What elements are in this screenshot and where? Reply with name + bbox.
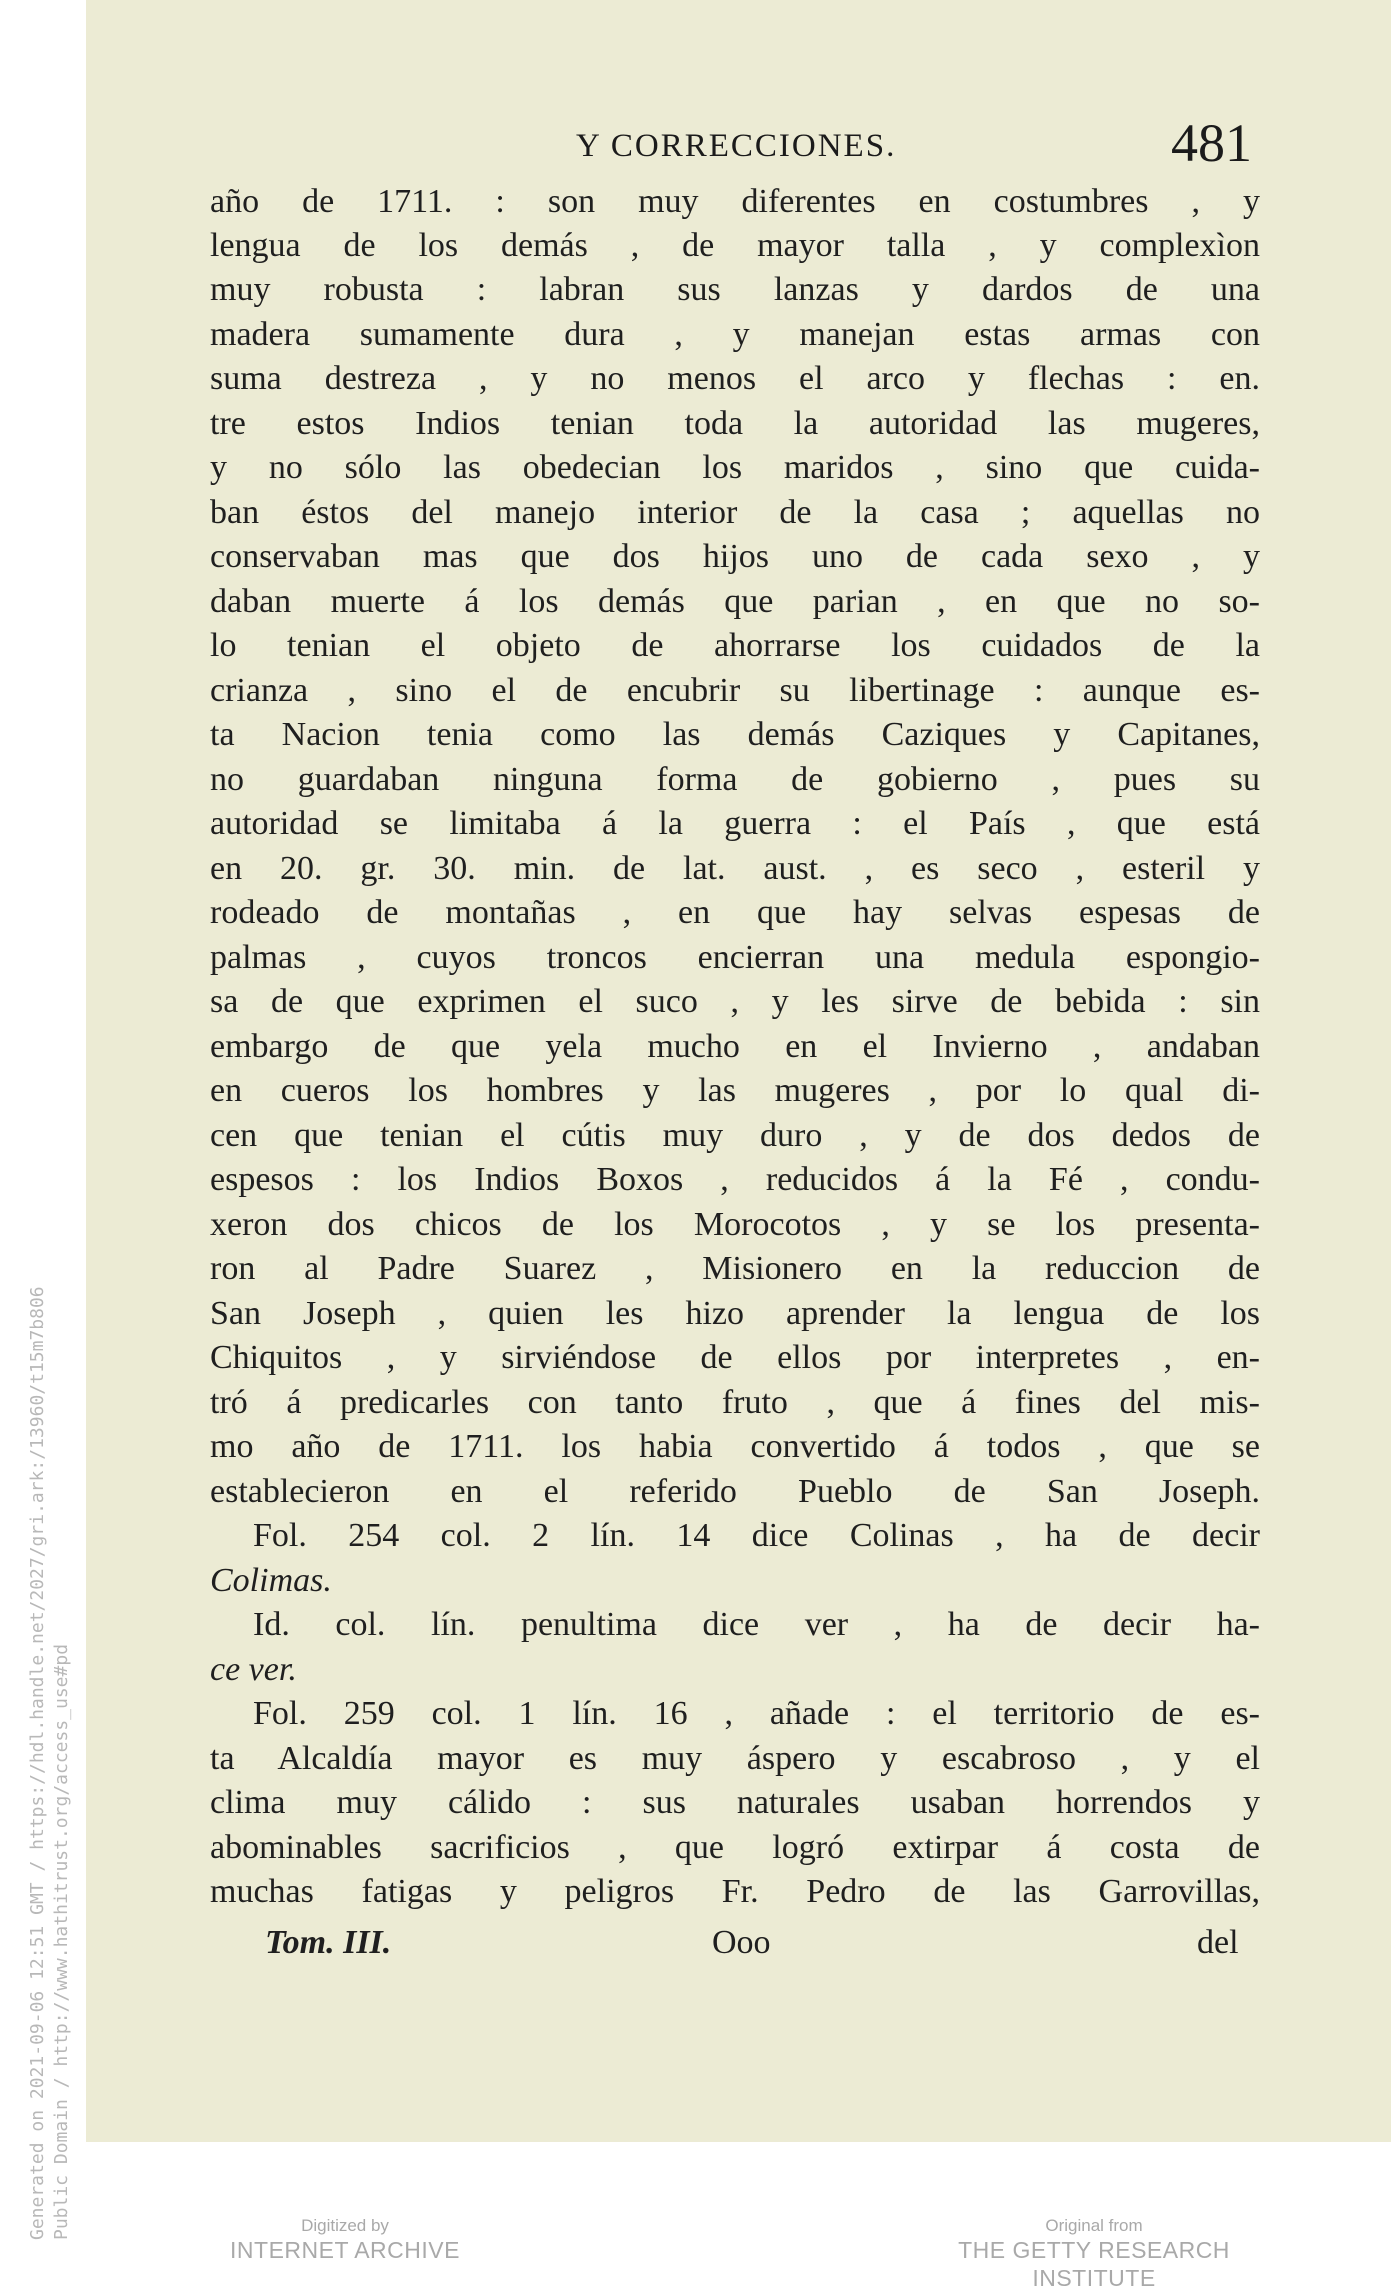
text-line: año de 1711. : son muy diferentes en costumbres , y: [210, 183, 1260, 220]
text-line: suma destreza , y no menos el arco y flechas : en.: [210, 360, 1260, 397]
text-line: ban éstos del manejo interior de la casa ; aquellas no: [210, 494, 1260, 531]
text-line: cen que tenian el cútis muy duro , y de dos dedos de: [210, 1117, 1260, 1154]
text-line: Fol. 254 col. 2 lín. 14 dice Colinas , ha de decir: [253, 1517, 1260, 1554]
digitized-by-credit: [180, 2216, 510, 2264]
text-line: Colimas.: [210, 1562, 332, 1599]
credit-org: INTERNET ARCHIVE: [230, 2237, 460, 2263]
watermark-line: Public Domain / http://www.hathitrust.org/access_use#pd: [51, 1643, 72, 2240]
text-line: palmas , cuyos troncos encierran una medula espongio-: [210, 939, 1260, 976]
text-line: tró á predicarles con tanto fruto , que á fines del mis-: [210, 1384, 1260, 1421]
text-line: muy robusta : labran sus lanzas y dardos de una: [210, 271, 1260, 308]
credit-caption: Original from: [1045, 2216, 1143, 2235]
text-line: en 20. gr. 30. min. de lat. aust. , es seco , esteril y: [210, 850, 1260, 887]
text-line: ta Nacion tenia como las demás Caziques y Capitanes,: [210, 716, 1260, 753]
text-line: establecieron en el referido Pueblo de San Joseph.: [210, 1473, 1260, 1510]
text-line: autoridad se limitaba á la guerra : el País , que está: [210, 805, 1260, 842]
text-line: espesos : los Indios Boxos , reducidos á la Fé , condu-: [210, 1161, 1260, 1198]
signature-mark: Ooo: [712, 1924, 771, 1961]
text-line: madera sumamente dura , y manejan estas armas con: [210, 316, 1260, 353]
text-line: crianza , sino el de encubrir su libertinage : aunque es-: [210, 672, 1260, 709]
text-line: xeron dos chicos de los Morocotos , y se los presenta-: [210, 1206, 1260, 1243]
text-line: no guardaban ninguna forma de gobierno , pues su: [210, 761, 1260, 798]
volume-label: Tom. III.: [265, 1924, 392, 1961]
catchword: del: [1197, 1924, 1239, 1961]
text-line: daban muerte á los demás que parian , en que no so-: [210, 583, 1260, 620]
text-line: ta Alcaldía mayor es muy áspero y escabroso , y el: [210, 1740, 1260, 1777]
text-line: lengua de los demás , de mayor talla , y complexìon: [210, 227, 1260, 264]
text-line: Id. col. lín. penultima dice ver , ha de decir ha-: [253, 1606, 1260, 1643]
text-line: embargo de que yela mucho en el Invierno , andaban: [210, 1028, 1260, 1065]
text-line: y no sólo las obedecian los maridos , sino que cuida-: [210, 449, 1260, 486]
text-line: San Joseph , quien les hizo aprender la lengua de los: [210, 1295, 1260, 1332]
text-line: ron al Padre Suarez , Misionero en la reduccion de: [210, 1250, 1260, 1287]
text-line: Chiquitos , y sirviéndose de ellos por interpretes , en-: [210, 1339, 1260, 1376]
text-line: mo año de 1711. los habia convertido á todos , que se: [210, 1428, 1260, 1465]
watermark-line: Generated on 2021-09-06 12:51 GMT / https://hdl.handle.net/2027/gri.ark:/13960/t15m7b806: [27, 1286, 48, 2240]
credit-org: THE GETTY RESEARCH INSTITUTE: [958, 2237, 1230, 2291]
text-line: lo tenian el objeto de ahorrarse los cuidados de la: [210, 627, 1260, 664]
credit-caption: Digitized by: [301, 2216, 389, 2235]
page-number: 481: [1171, 113, 1252, 173]
original-from-credit: [894, 2216, 1294, 2292]
text-line: abominables sacrificios , que logró extirpar á costa de: [210, 1829, 1260, 1866]
text-line: ce ver.: [210, 1651, 297, 1688]
text-line: sa de que exprimen el suco , y les sirve de bebida : sin: [210, 983, 1260, 1020]
text-line: rodeado de montañas , en que hay selvas espesas de: [210, 894, 1260, 931]
running-header: Y CORRECCIONES.: [576, 128, 897, 164]
hathitrust-watermark: [26, 1286, 74, 2240]
text-line: conservaban mas que dos hijos uno de cada sexo , y: [210, 538, 1260, 575]
text-line: Fol. 259 col. 1 lín. 16 , añade : el territorio de es-: [253, 1695, 1260, 1732]
text-line: en cueros los hombres y las mugeres , por lo qual di-: [210, 1072, 1260, 1109]
text-line: clima muy cálido : sus naturales usaban horrendos y: [210, 1784, 1260, 1821]
text-line: tre estos Indios tenian toda la autoridad las mugeres,: [210, 405, 1260, 442]
text-line: muchas fatigas y peligros Fr. Pedro de las Garrovillas,: [210, 1873, 1260, 1910]
